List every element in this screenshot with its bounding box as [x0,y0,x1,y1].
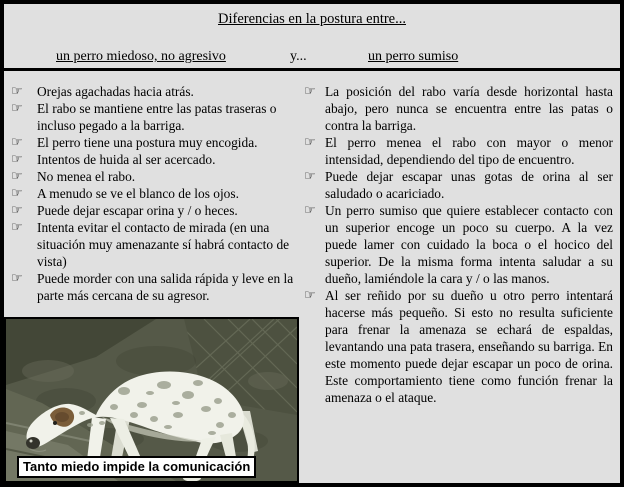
left-column-heading: un perro miedoso, no agresivo [56,49,226,64]
pointing-hand-bullet-icon: ☞ [11,169,23,184]
column-headings-row [4,49,620,69]
photo-caption: Tanto miedo impide la comunicación [17,456,256,478]
item-text: Puede morder con una salida rápida y leve en la parte más cercana de su agresor. [37,271,294,303]
item-text: El perro menea el rabo con mayor o menor intensidad, dependiendo del tipo de encuentro. [325,135,613,167]
item-text: Un perro sumiso que quiere establecer contacto con un superior encoge un poco su cuerpo. A la vez puede lamer con cuidado la boca o el hocico del superior. De la misma forma intenta saludar a su dueño, lamiéndole la cara y / o las manos. [325,203,613,286]
item-text: El rabo se mantiene entre las patas traseras o incluso pegado a la barriga. [37,101,277,133]
list-item [304,202,613,287]
page-title: Diferencias en la postura entre... [217,11,406,27]
fearful-dog-photo [4,317,299,483]
list-item [304,168,613,202]
pointing-hand-bullet-icon: ☞ [11,135,23,150]
pointing-hand-bullet-icon: ☞ [11,186,23,201]
pointing-hand-bullet-icon: ☞ [304,169,316,184]
list-item [11,219,304,270]
list-item [304,134,613,168]
pointing-hand-bullet-icon: ☞ [304,84,316,99]
list-item [11,83,304,100]
pointing-hand-bullet-icon: ☞ [11,271,23,286]
list-item [11,151,304,168]
list-item [11,134,304,151]
list-item [11,202,304,219]
item-text: No menea el rabo. [37,169,136,184]
list-item [11,270,304,304]
header [4,11,620,71]
right-column-heading: un perro sumiso [368,49,459,64]
pointing-hand-bullet-icon: ☞ [11,203,23,218]
item-text: El perro tiene una postura muy encogida. [37,135,258,150]
item-text: Puede dejar escapar orina y / o heces. [37,203,238,218]
submissive-dog-column [304,83,620,406]
pointing-hand-bullet-icon: ☞ [11,101,23,116]
list-item [304,287,613,406]
pointing-hand-bullet-icon: ☞ [304,288,316,303]
item-text: A menudo se ve el blanco de los ojos. [37,186,239,201]
item-text: La posición del rabo varía desde horizontal hasta abajo, pero nunca se encuentra entre las patas o contra la barriga. [325,84,613,133]
list-item [11,168,304,185]
submissive-dog-list [304,83,613,406]
pointing-hand-bullet-icon: ☞ [11,84,23,99]
pointing-hand-bullet-icon: ☞ [11,220,23,235]
item-text: Al ser reñido por su dueño u otro perro intentará hacerse más pequeño. Si esto no resulta suficiente para frenar la amenaza se echará de espaldas, levantando una pata trasera, enseñando su barriga. En este momento puede dejar escapar un poco de orina. Este comportamiento tiene como función frenar la amenaza o el ataque. [325,288,613,405]
pointing-hand-bullet-icon: ☞ [11,152,23,167]
item-text: Puede dejar escapar unas gotas de orina al ser saludado o acariciado. [325,169,613,201]
list-item [11,185,304,202]
pointing-hand-bullet-icon: ☞ [304,135,316,150]
list-item [11,100,304,134]
item-text: Orejas agachadas hacia atrás. [37,84,194,99]
item-text: Intentos de huida al ser acercado. [37,152,216,167]
list-item [304,83,613,134]
pointing-hand-bullet-icon: ☞ [304,203,316,218]
fearful-dog-column [4,83,304,304]
item-text: Intenta evitar el contacto de mirada (en una situación muy amenazante sí habrá contacto de vista) [37,220,290,269]
fearful-dog-list [11,83,304,304]
connector-label: y... [290,49,307,64]
